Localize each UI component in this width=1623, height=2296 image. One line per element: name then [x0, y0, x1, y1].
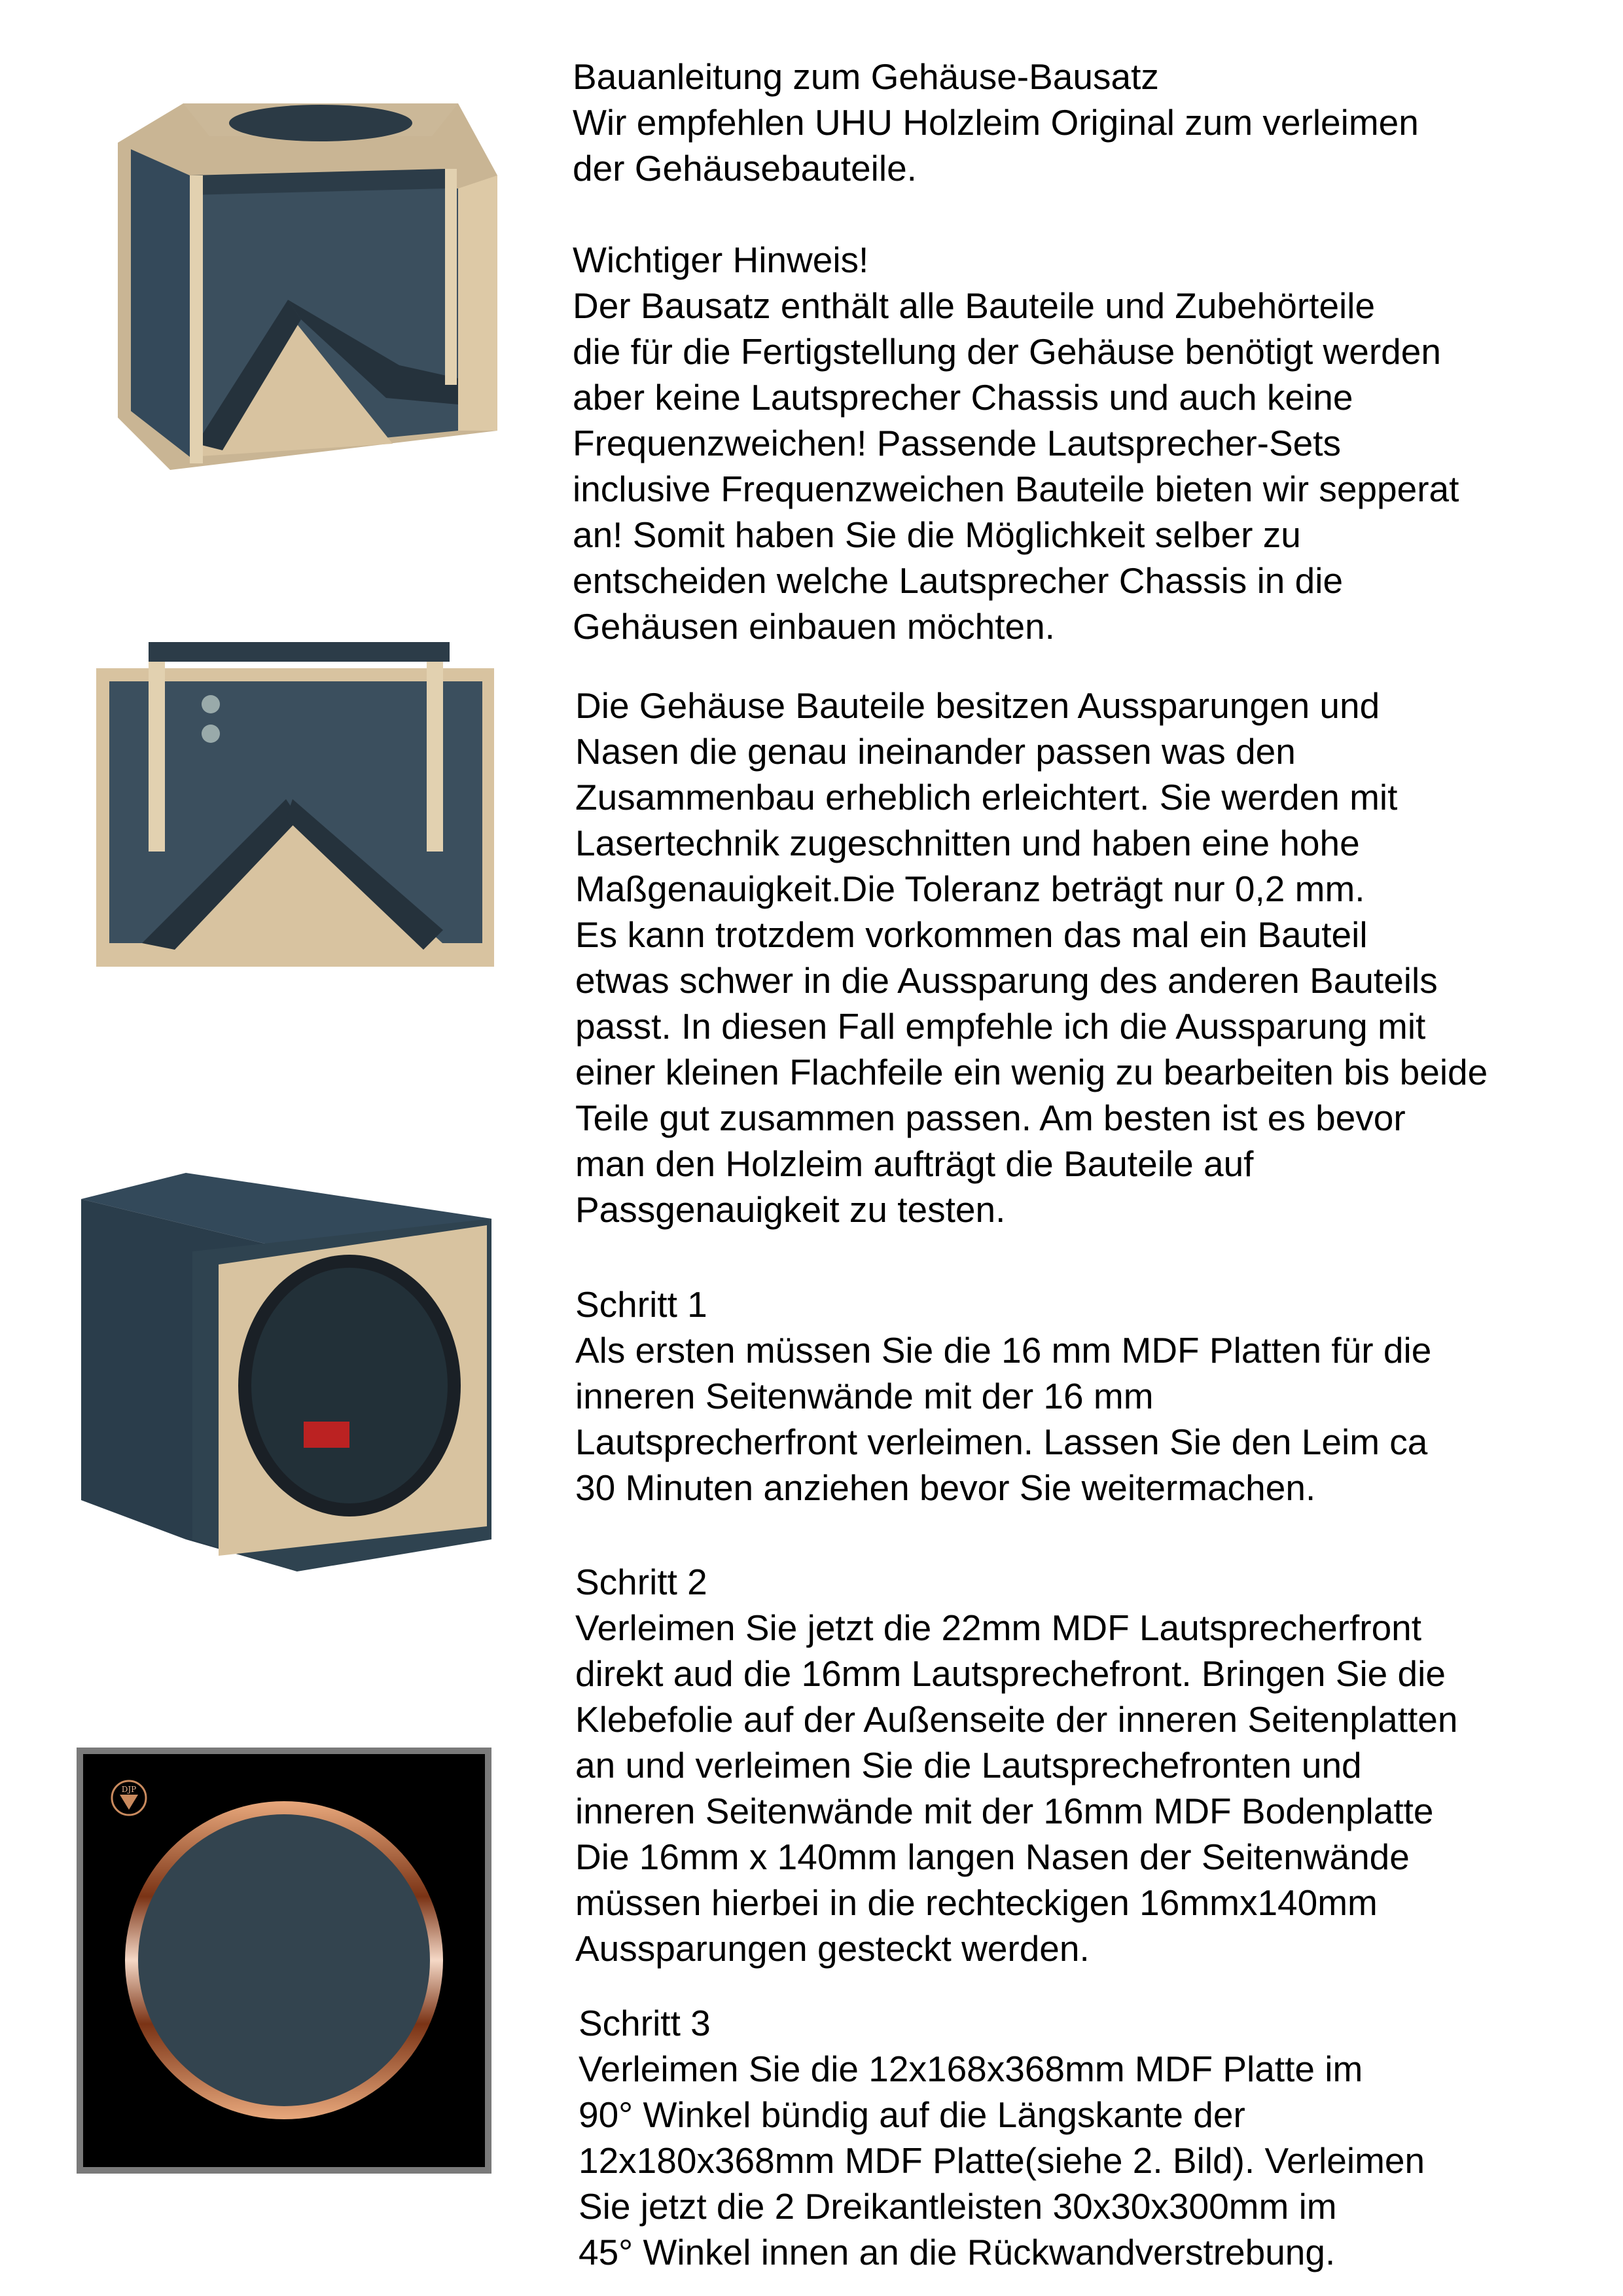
text-line: Bauanleitung zum Gehäuse-Bausatz — [573, 56, 1159, 97]
text-line: Gehäusen einbauen möchten. — [573, 606, 1055, 647]
text-line: Verleimen Sie die 12x168x368mm MDF Platte im — [579, 2049, 1363, 2089]
text-line: inneren Seitenwände mit der 16 mm — [575, 1376, 1154, 1416]
svg-text:DJP: DJP — [121, 1785, 137, 1794]
step1-text — [575, 1282, 1431, 1511]
step-heading: Schritt 1 — [575, 1284, 707, 1325]
step-heading: Schritt 2 — [575, 1562, 707, 1602]
step-heading: Schritt 3 — [579, 2003, 711, 2043]
text-line — [573, 191, 1459, 237]
text-line: der Gehäusebauteile. — [573, 148, 917, 188]
text-line: man den Holzleim aufträgt die Bauteile auf — [575, 1143, 1254, 1184]
text-line: Zusammenbau erheblich erleichtert. Sie werden mit — [575, 777, 1398, 817]
text-line: Sie jetzt die 2 Dreikantleisten 30x30x300mm im — [579, 2186, 1337, 2227]
text-line: inneren Seitenwände mit der 16mm MDF Bodenplatte — [575, 1791, 1434, 1831]
text-line: Passgenauigkeit zu testen. — [575, 1189, 1006, 1230]
text-line: 12x180x368mm MDF Platte(siehe 2. Bild). Verleimen — [579, 2140, 1425, 2181]
text-line: an! Somit haben Sie die Möglichkeit selber zu — [573, 514, 1301, 555]
text-line: Teile gut zusammen passen. Am besten ist es bevor — [575, 1098, 1406, 1138]
text-line: Als ersten müssen Sie die 16 mm MDF Platten für die — [575, 1330, 1432, 1371]
tolerance-text — [575, 683, 1488, 1232]
text-line: Verleimen Sie jetzt die 22mm MDF Lautsprecherfront — [575, 1607, 1422, 1648]
text-line: Nasen die genau ineinander passen was den — [575, 731, 1296, 772]
text-line: müssen hierbei in die rechteckigen 16mmx140mm — [575, 1882, 1378, 1923]
text-line: Wir empfehlen UHU Holzleim Original zum verleimen — [573, 102, 1419, 143]
text-line: Der Bausatz enthält alle Bauteile und Zubehörteile — [573, 285, 1376, 326]
text-line: Frequenzweichen! Passende Lautsprecher-Sets — [573, 423, 1342, 463]
step3-text — [579, 2000, 1425, 2275]
text-line: die für die Fertigstellung der Gehäuse benötigt werden — [573, 331, 1441, 372]
enclosure-interior-photo-1 — [92, 103, 509, 472]
text-line: Lautsprecherfront verleimen. Lassen Sie den Leim ca — [575, 1422, 1428, 1462]
front-panel-render — [77, 1748, 491, 2174]
text-line: entscheiden welche Lautsprecher Chassis in die — [573, 560, 1344, 601]
text-line: Lasertechnik zugeschnitten und haben eine hohe — [575, 823, 1360, 863]
text-line: Aussparungen gesteckt werden. — [575, 1928, 1090, 1969]
text-line: Die Gehäuse Bauteile besitzen Aussparungen und — [575, 685, 1380, 726]
finished-enclosure-photo — [81, 1173, 491, 1571]
text-line: an und verleimen Sie die Lautsprechefronten und — [575, 1745, 1362, 1785]
text-line: aber keine Lautsprecher Chassis und auch keine — [573, 377, 1353, 418]
text-line: 90° Winkel bündig auf die Längskante der — [579, 2094, 1245, 2135]
text-line: einer kleinen Flachfeile ein wenig zu bearbeiten bis beide — [575, 1052, 1488, 1092]
text-line: Maßgenauigkeit.Die Toleranz beträgt nur 0,2 mm. — [575, 869, 1365, 909]
text-line: 30 Minuten anziehen bevor Sie weitermachen. — [575, 1467, 1316, 1508]
text-line: direkt aud die 16mm Lautsprechefront. Bringen Sie die — [575, 1653, 1446, 1694]
text-line: Die 16mm x 140mm langen Nasen der Seitenwände — [575, 1837, 1410, 1877]
text-line: inclusive Frequenzweichen Bauteile bieten wir sepperat — [573, 469, 1459, 509]
text-line: passt. In diesen Fall empfehle ich die Aussparung mit — [575, 1006, 1426, 1047]
step2-text — [575, 1559, 1457, 1971]
text-line: 45° Winkel innen an die Rückwandverstrebung. — [579, 2232, 1336, 2272]
intro-text — [573, 54, 1459, 649]
enclosure-interior-photo-2 — [96, 642, 494, 967]
text-line: Wichtiger Hinweis! — [573, 240, 869, 280]
text-line: Es kann trotzdem vorkommen das mal ein Bauteil — [575, 914, 1368, 955]
text-line: Klebefolie auf der Außenseite der inneren Seitenplatten — [575, 1699, 1458, 1740]
text-line: etwas schwer in die Aussparung des anderen Bauteils — [575, 960, 1438, 1001]
